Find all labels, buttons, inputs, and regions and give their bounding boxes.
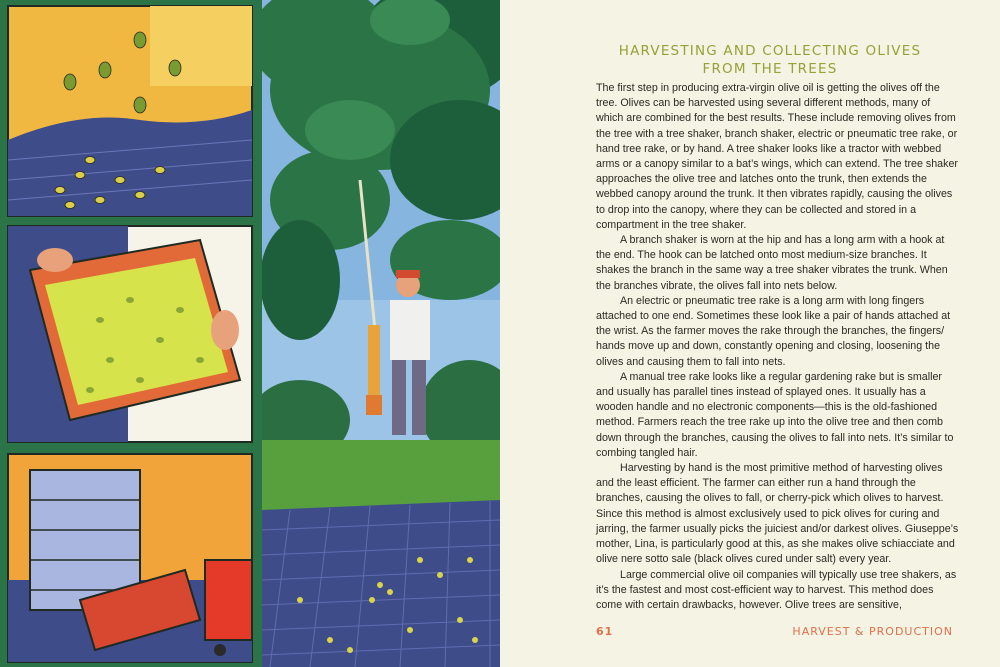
paragraph-by-hand: Harvesting by hand is the most primitive method of harvesting olives and the least efficient. The farmer can either run a hand through the branches, causing the olives to fall, or cherry-pick which olives to harvest. Since this method is almost exclusively used to pick olives for curing and jarring, the farmer usually picks the juiciest and/or darkest olives. Giuseppe’s mother, Lina, is particularly good at this, as she makes olive schiacciate and olive nere sotto sale (black olives cured under salt) every year. (596, 462, 959, 566)
text-page (500, 0, 1000, 667)
paragraph-electric-rake: An electric or pneumatic tree rake is a long arm with long fingers attached to one end. Sometimes these look like a pair of hands attached at the wrist. As the farmer moves the rake through the branches, the fingers/ hands move up and down, constantly opening and closing, loosening the olives and causing them to fall into nets. (596, 294, 951, 368)
article-title-line-1: HARVESTING AND COLLECTING OLIVES (618, 43, 922, 59)
article-body (596, 81, 960, 613)
paragraph-tree-shaker: The first step in producing extra-virgin olive oil is getting the olives off the tree. Olives can be harvested using several different methods, many of which are combined for the best results. These include removing olives from the tree with a tree shaker, branch shaker, electric or pneumatic tree rake, or hand tree rake, or by hand. A tree shaker looks like a tractor with webbed arms or a canopy similar to a bat’s wings, which can extend. The tree shaker approaches the olive tree and latches onto the trunk, then extends the webbed canopy around the trunk. It then vibrates rapidly, causing the olives to drop into the canopy, where they can be collected and stored in a compartment in the tree shaker. (596, 82, 958, 231)
page-number: 61 (596, 625, 614, 638)
panel-olive-crate (8, 226, 252, 442)
paragraph-branch-shaker: A branch shaker is worn at the hip and has a long arm with a hook at the end. The hook can be latched onto most medium-size branches. It shakes the branch in the same way a tree shaker vibrates the trunk. When the branches vibrate, the olives fall into nets below. (596, 234, 948, 292)
panel-stacked-crates (8, 454, 252, 662)
article-title (580, 42, 960, 78)
running-head: HARVEST & PRODUCTION (792, 625, 953, 638)
paragraph-manual-rake: A manual tree rake looks like a regular gardening rake but is smaller and usually has parallel tines instead of splayed ones. It usually has a wooden handle and no electronic components—this is the old-fashioned method. Farmers reach the tree rake up into the olive tree and then comb down through the branches, causing the olives to fall into nets. It’s similar to combing tangled hair. (596, 370, 954, 459)
panel-falling-olives (8, 6, 252, 216)
article-title-line-2: FROM THE TREES (702, 61, 838, 77)
paragraph-commercial: Large commercial olive oil companies will typically use tree shakers, as it’s the fastest and most cost-efficient way to harvest. This method does come with certain drawbacks, however. Olive trees are sensitive, (596, 568, 957, 611)
